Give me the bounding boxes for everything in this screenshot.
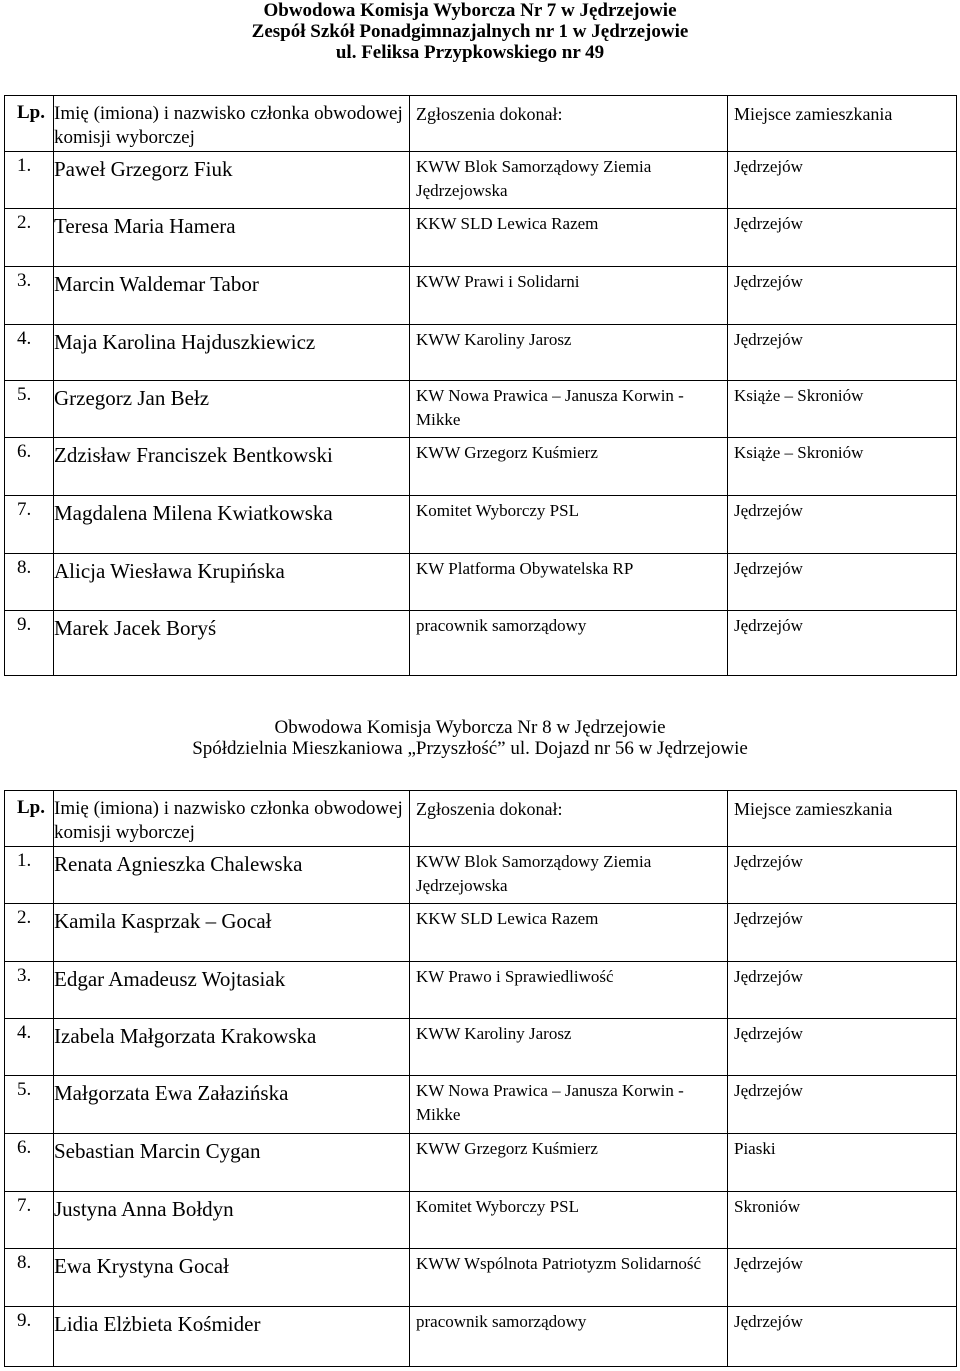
row-number: 8.	[5, 554, 54, 611]
header-lp: Lp.	[5, 791, 54, 847]
member-name: Marcin Waldemar Tabor	[54, 267, 410, 325]
residence: Jędrzejów	[728, 1307, 957, 1367]
row-number: 2.	[5, 904, 54, 962]
komisja8-title	[0, 717, 940, 759]
member-name: Lidia Elżbieta Kośmider	[54, 1307, 410, 1367]
header-name: Imię (imiona) i nazwisko członka obwodowej komisji wyborczej	[54, 96, 410, 152]
header-residence: Miejsce zamieszkania	[728, 96, 957, 152]
submitted-by: KWW Prawi i Solidarni	[410, 267, 728, 325]
row-number: 3.	[5, 267, 54, 325]
komisja7-title-line: Zespół Szkół Ponadgimnazjalnych nr 1 w Jędrzejowie	[251, 21, 689, 42]
submitted-by: KW Platforma Obywatelska RP	[410, 554, 728, 611]
submitted-by: KWW Karoliny Jarosz	[410, 325, 728, 381]
submitted-by: KWW Blok Samorządowy Ziemia Jędrzejowska	[410, 152, 728, 209]
table-row	[5, 1076, 957, 1134]
residence: Skroniów	[728, 1192, 957, 1249]
member-name: Maja Karolina Hajduszkiewicz	[54, 325, 410, 381]
residence: Jędrzejów	[728, 847, 957, 904]
row-number: 5.	[5, 381, 54, 438]
member-name: Paweł Grzegorz Fiuk	[54, 152, 410, 209]
row-number: 9.	[5, 611, 54, 676]
table-header-row	[5, 96, 957, 152]
submitted-by: pracownik samorządowy	[410, 611, 728, 676]
row-number: 8.	[5, 1249, 54, 1307]
member-name: Sebastian Marcin Cygan	[54, 1134, 410, 1192]
submitted-by: Komitet Wyborczy PSL	[410, 496, 728, 554]
member-name: Małgorzata Ewa Załazińska	[54, 1076, 410, 1134]
table-row	[5, 847, 957, 904]
residence: Jędrzejów	[728, 496, 957, 554]
residence: Jędrzejów	[728, 1076, 957, 1134]
header-submitted: Zgłoszenia dokonał:	[410, 96, 728, 152]
member-name: Grzegorz Jan Bełz	[54, 381, 410, 438]
residence: Jędrzejów	[728, 962, 957, 1019]
table-row	[5, 962, 957, 1019]
table-row	[5, 152, 957, 209]
table-row	[5, 554, 957, 611]
komisja7-title-line: Obwodowa Komisja Wyborcza Nr 7 w Jędrzejowie	[263, 0, 677, 21]
komisja8-members-table	[4, 790, 957, 1367]
table-row	[5, 904, 957, 962]
row-number: 4.	[5, 1019, 54, 1076]
table-row	[5, 1307, 957, 1367]
submitted-by: KW Nowa Prawica – Janusza Korwin - Mikke	[410, 381, 728, 438]
member-name: Kamila Kasprzak – Gocał	[54, 904, 410, 962]
member-name: Zdzisław Franciszek Bentkowski	[54, 438, 410, 496]
table-row	[5, 1192, 957, 1249]
table-row	[5, 438, 957, 496]
table-row	[5, 381, 957, 438]
submitted-by: pracownik samorządowy	[410, 1307, 728, 1367]
row-number: 1.	[5, 152, 54, 209]
table-row	[5, 496, 957, 554]
submitted-by: KWW Blok Samorządowy Ziemia Jędrzejowska	[410, 847, 728, 904]
submitted-by: Komitet Wyborczy PSL	[410, 1192, 728, 1249]
komisja7-title-line: ul. Feliksa Przypkowskiego nr 49	[335, 42, 605, 63]
submitted-by: KW Prawo i Sprawiedliwość	[410, 962, 728, 1019]
komisja8-title-line: Spółdzielnia Mieszkaniowa „Przyszłość” ul. Dojazd nr 56 w Jędrzejowie	[192, 738, 748, 759]
table-row	[5, 611, 957, 676]
row-number: 6.	[5, 438, 54, 496]
komisja7-title	[0, 0, 940, 63]
row-number: 1.	[5, 847, 54, 904]
residence: Książe – Skroniów	[728, 438, 957, 496]
member-name: Ewa Krystyna Gocał	[54, 1249, 410, 1307]
submitted-by: KKW SLD Lewica Razem	[410, 209, 728, 267]
residence: Jędrzejów	[728, 152, 957, 209]
header-residence: Miejsce zamieszkania	[728, 791, 957, 847]
table-row	[5, 267, 957, 325]
komisja8-title-line: Obwodowa Komisja Wyborcza Nr 8 w Jędrzejowie	[274, 717, 666, 738]
header-lp: Lp.	[5, 96, 54, 152]
row-number: 7.	[5, 496, 54, 554]
row-number: 7.	[5, 1192, 54, 1249]
row-number: 9.	[5, 1307, 54, 1367]
member-name: Marek Jacek Boryś	[54, 611, 410, 676]
table-row	[5, 1134, 957, 1192]
submitted-by: KWW Grzegorz Kuśmierz	[410, 438, 728, 496]
submitted-by: KW Nowa Prawica – Janusza Korwin - Mikke	[410, 1076, 728, 1134]
row-number: 2.	[5, 209, 54, 267]
residence: Piaski	[728, 1134, 957, 1192]
submitted-by: KWW Karoliny Jarosz	[410, 1019, 728, 1076]
row-number: 3.	[5, 962, 54, 1019]
header-submitted: Zgłoszenia dokonał:	[410, 791, 728, 847]
row-number: 5.	[5, 1076, 54, 1134]
row-number: 6.	[5, 1134, 54, 1192]
member-name: Alicja Wiesława Krupińska	[54, 554, 410, 611]
komisja7-members-table	[4, 95, 957, 676]
residence: Jędrzejów	[728, 209, 957, 267]
residence: Jędrzejów	[728, 325, 957, 381]
submitted-by: KWW Grzegorz Kuśmierz	[410, 1134, 728, 1192]
submitted-by: KKW SLD Lewica Razem	[410, 904, 728, 962]
member-name: Magdalena Milena Kwiatkowska	[54, 496, 410, 554]
row-number: 4.	[5, 325, 54, 381]
residence: Jędrzejów	[728, 1019, 957, 1076]
residence: Jędrzejów	[728, 267, 957, 325]
table-row	[5, 1249, 957, 1307]
table-row	[5, 325, 957, 381]
member-name: Renata Agnieszka Chalewska	[54, 847, 410, 904]
residence: Książe – Skroniów	[728, 381, 957, 438]
table-row	[5, 209, 957, 267]
submitted-by: KWW Wspólnota Patriotyzm Solidarność	[410, 1249, 728, 1307]
member-name: Izabela Małgorzata Krakowska	[54, 1019, 410, 1076]
member-name: Justyna Anna Bołdyn	[54, 1192, 410, 1249]
residence: Jędrzejów	[728, 904, 957, 962]
member-name: Edgar Amadeusz Wojtasiak	[54, 962, 410, 1019]
table-header-row	[5, 791, 957, 847]
residence: Jędrzejów	[728, 611, 957, 676]
header-name: Imię (imiona) i nazwisko członka obwodowej komisji wyborczej	[54, 791, 410, 847]
residence: Jędrzejów	[728, 1249, 957, 1307]
residence: Jędrzejów	[728, 554, 957, 611]
table-row	[5, 1019, 957, 1076]
member-name: Teresa Maria Hamera	[54, 209, 410, 267]
